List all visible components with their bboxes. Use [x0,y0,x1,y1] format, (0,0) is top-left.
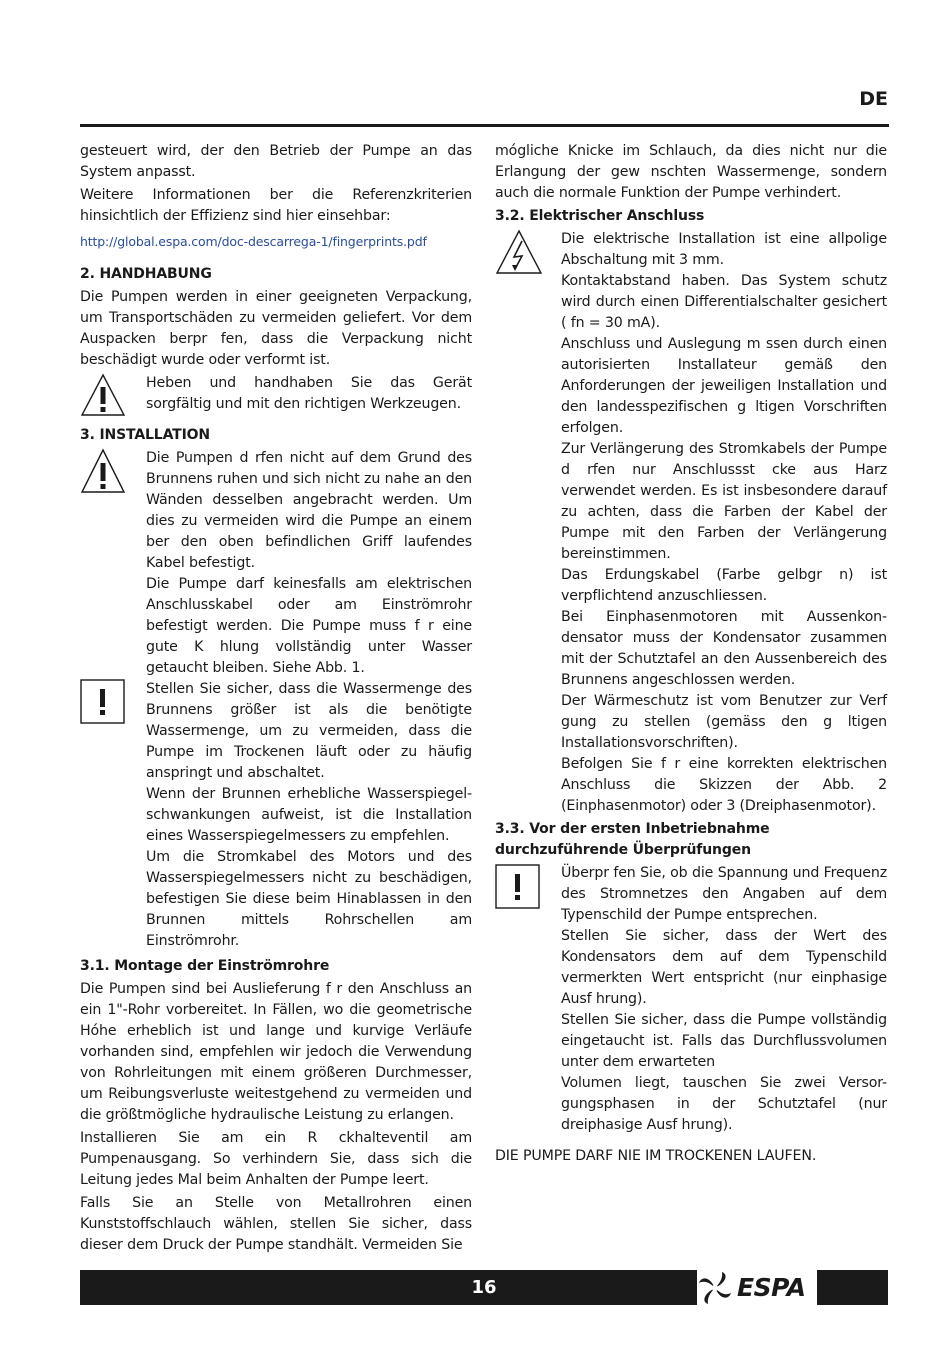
installation-note-paragraph-3: Um die Stromkabel des Motors und des Wasserspiegelmessers nicht zu beschädigen, befestigen Sie diese beim Hinablassen in den Brunnen mittels Rohrschellen am Einströmrohr. [146,849,472,949]
installation-warning-paragraph-2: Die Pumpe darf keinesfalls am elektrischen Anschlusskabel oder am Einströmrohr befestigt werden. Die Pumpe muss f r eine gute K hlung vollständig unter Wasser getaucht bleiben. Siehe Abb. 1. [146,576,472,676]
section-handhabung-title: 2. HANDHABUNG [80,266,212,282]
right-column [495,141,887,1169]
handhabung-warning-text: Heben und handhaben Sie das Gerät sorgfältig und mit den richtigen Werkzeugen. [146,375,472,412]
installation-warning-paragraph-1: Die Pumpen d rfen nicht auf dem Grund des Brunnens ruhen und sich nicht zu nahe an den Wänden desselben angebracht werden. Um dies zu vermeiden wird die Pumpe an einem ber den oben befindlichen Griff laufendes Kabel befestigt. [146,450,472,571]
attention-box-icon [495,863,561,913]
elektro-paragraph-7: Der Wärmeschutz ist vom Benutzer zur Verf gung zu stellen (gemäss den g ltigen Installationsvorschriften). [561,693,887,751]
installation-note-paragraph-2: Wenn der Brunnen erhebliche Wasserspiegel-schwankungen aufweist, ist die Installation eines Wasserspiegelmessers zu empfehlen. [146,786,472,844]
section-pruef-title: 3.3. Vor der ersten Inbetriebnahme durchzuführende Überprüfungen [495,821,770,858]
warning-triangle-icon [80,448,146,494]
fingerprints-link[interactable]: http://global.espa.com/doc-descarrega-1/fingerprints.pdf [80,234,427,249]
handhabung-warning [80,373,472,417]
elektro-paragraph-2: Kontaktabstand haben. Das System schutz wird durch einen Differentialschalter gesichert ( fn = 30 mA). [561,273,887,331]
elektro-paragraph-1: Die elektrische Installation ist eine allpolige Abschaltung mit 3 mm. [561,231,887,268]
page-number: 16 [471,1277,497,1298]
montage-paragraph-2: Installieren Sie am ein R ckhalteventil am Pumpenausgang. So verhindern Sie, dass sich die Leitung jedes Mal beim Anhalten der Pumpe leert. [80,1130,472,1188]
elektro-paragraph-3: Anschluss und Auslegung m ssen durch einen autorisierten Installateur gemäß den Anforderungen der jeweiligen Installation und den landesspezifischen g ltigen Vorschriften erfolgen. [561,336,887,436]
elektro-paragraph-8: Befolgen Sie f r eine korrekten elektrischen Anschluss die Skizzen der Abb. 2 (Einphasenmotor) oder 3 (Dreiphasenmotor). [561,756,887,814]
montage-paragraph-1: Die Pumpen sind bei Auslieferung f r den Anschluss an ein 1"-Rohr vorbereitet. In Fällen, wo die geometrische Hóhe erheblich ist und lange und kurvige Verläufe vorhanden sind, empfehlen wir jedoch die Verwendung von Rohrleitungen mit einem größeren Durchmesser, um Reibungsverluste weitestgehend zu vermeiden und die größtmögliche hydraulische Leistung zu erlangen. [80,981,472,1123]
warning-triangle-icon [80,373,146,417]
installation-note-paragraph-1: Stellen Sie sicher, dass die Wassermenge des Brunnens größer ist als die benötigte Wassermenge, um zu vermeiden, dass die Pumpe im Trockenen läuft oder zu häufig anspringt und abschaltet. [146,681,472,781]
installation-warning [80,448,472,679]
elektro-paragraph-5: Das Erdungskabel (Farbe gelbgr n) ist verpflichtend anzuschliessen. [561,567,887,604]
intro-paragraph-1: gesteuert wird, der den Betrieb der Pumpe an das System anpasst. [80,143,472,180]
electric-hazard-icon [495,229,561,275]
brand-logo [697,1270,817,1305]
elektro-block [495,229,887,817]
header-rule [80,124,889,127]
continued-paragraph: mógliche Knicke im Schlauch, da dies nicht nur die Erlangung der gew nschten Wassermenge, sondern auch die normale Funktion der Pumpe verhindert. [495,143,887,201]
left-column [80,141,472,1258]
montage-paragraph-3: Falls Sie an Stelle von Metallrohren einen Kunststoffschlauch wählen, stellen Sie sicher, dass dieser dem Druck der Pumpe standhält. Vermeiden Sie [80,1195,472,1253]
section-elektro-title: 3.2. Elektrischer Anschluss [495,208,705,224]
elektro-paragraph-6: Bei Einphasenmotoren mit Aussenkon-densator muss der Kondensator zusammen mit der Schutztafel an den Aussenbereich des Brunnens angeschlossen werden. [561,609,887,688]
installation-note [80,679,472,952]
intro-paragraph-2: Weitere Informationen ber die Referenzkriterien hinsichtlich der Effizienz sind hier einsehbar: [80,187,472,224]
footer-bar-right [817,1270,888,1305]
attention-box-icon [80,679,146,726]
pruef-paragraph-4: Volumen liegt, tauschen Sie zwei Versor-gungsphasen in der Schutztafel (nur dreiphasige Ausf hrung). [561,1075,887,1133]
dry-run-warning: DIE PUMPE DARF NIE IM TROCKENEN LAUFEN. [495,1148,817,1164]
pruef-paragraph-1: Überpr fen Sie, ob die Spannung und Frequenz des Stromnetzes den Angaben auf dem Typenschild der Pumpe entsprechen. [561,865,887,923]
espa-logo-icon [697,1271,733,1305]
brand-name: ESPA [737,1273,806,1302]
section-montage-title: 3.1. Montage der Einströmrohre [80,958,330,974]
pruef-block [495,863,887,1136]
section-installation-title: 3. INSTALLATION [80,427,210,443]
pruef-paragraph-2: Stellen Sie sicher, dass der Wert des Kondensators dem auf dem Typenschild vermerkten Wert entspricht (nur einphasige Ausf hrung). [561,928,887,1007]
handhabung-paragraph: Die Pumpen werden in einer geeigneten Verpackung, um Transportschäden zu vermeiden geliefert. Vor dem Auspacken berpr fen, dass die Verpackung nicht beschädigt wurde oder verformt ist. [80,289,472,368]
pruef-paragraph-3: Stellen Sie sicher, dass die Pumpe vollständig eingetaucht ist. Falls das Durchflussvolumen unter dem erwarteten [561,1012,887,1070]
elektro-paragraph-4: Zur Verlängerung des Stromkabels der Pumpe d rfen nur Anschlussst cke aus Harz verwendet werden. Es ist insbesondere darauf zu achten, dass die Farben der Kabel der Pumpe mit den Farben der Verlängerung bereinstimmen. [561,441,887,562]
language-code: DE [859,88,888,110]
